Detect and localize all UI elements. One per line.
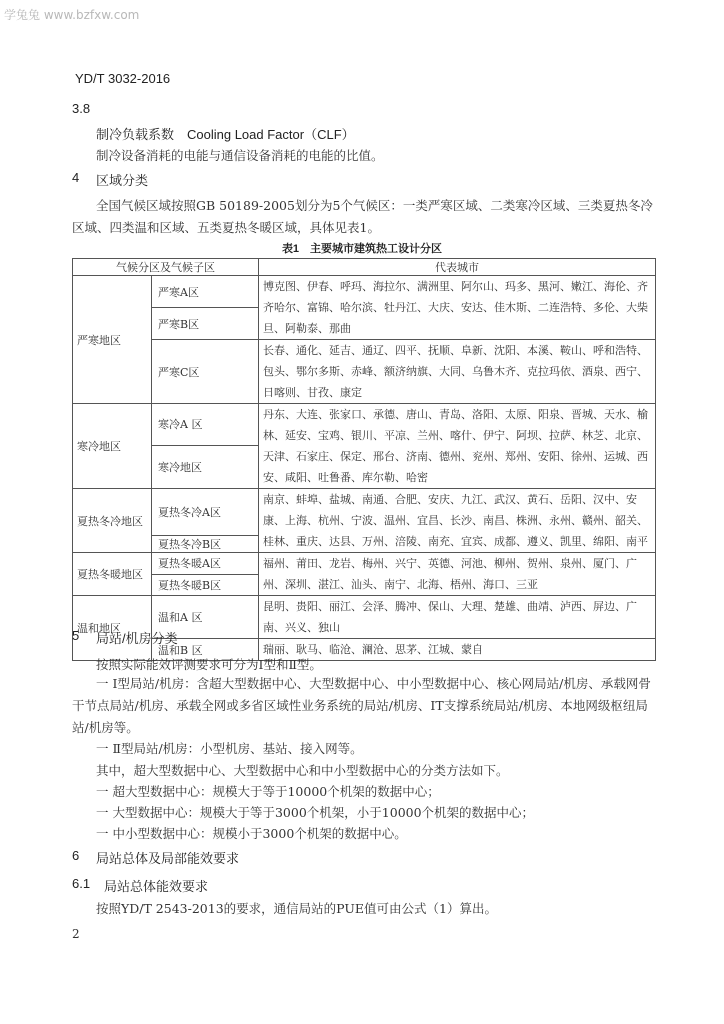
subzone-cell: 夏热冬暖A区 [152,553,259,575]
subzone-cell: 温和B 区 [152,639,259,661]
section-5-para-3: 一 Ⅱ型局站/机房：小型机房、基站、接入网等。 [96,741,363,756]
subzone-cell: 严寒A区 [152,276,259,308]
section-3-8-term: 制冷负载系数 Cooling Load Factor（CLF） [96,127,355,142]
table-header-zone: 气候分区及气候子区 [73,259,259,276]
zone-cell: 夏热冬暖地区 [73,553,152,596]
cities-cell: 福州、莆田、龙岩、梅州、兴宁、英德、河池、柳州、贺州、泉州、厦门、广州、深圳、湛江、汕头、南宁、北海、梧州、海口、三亚 [259,553,656,596]
section-6-1-para: 按照YD/T 2543-2013的要求，通信局站的PUE值可由公式（1）算出。 [96,901,497,916]
cities-cell: 长春、通化、延吉、通辽、四平、抚顺、阜新、沈阳、本溪、鞍山、呼和浩特、包头、鄂尔多斯、赤峰、额济纳旗、大同、乌鲁木齐、克拉玛依、酒泉、西宁、日喀则、甘孜、康定 [259,340,656,404]
cities-cell: 丹东、大连、张家口、承德、唐山、青岛、洛阳、太原、阳泉、晋城、天水、榆林、延安、宝鸡、银川、平凉、兰州、喀什、伊宁、阿坝、拉萨、林芝、北京、天津、石家庄、保定、邢台、济南、德州、兖州、郑州、安阳、徐州、运城、西安、咸阳、吐鲁番、库尔勒、哈密 [259,404,656,489]
cities-cell: 瑞丽、耿马、临沧、澜沧、思茅、江城、蒙自 [259,639,656,661]
section-5-para-2: 一 Ⅰ型局站/机房：含超大型数据中心、大型数据中心、中小型数据中心、核心网局站/机房、承载网骨干节点局站/机房、承载全网或多省区域性业务系统的局站/机房、IT支撑系统局站/机房、本地网级枢纽局站/机房等。 [72,676,651,735]
subzone-cell: 严寒B区 [152,308,259,340]
zone-cell: 夏热冬冷地区 [73,489,152,553]
watermark: 学兔兔 www.bzfxw.com [4,8,140,22]
section-5-para-1: 按照实际能效评测要求可分为Ⅰ型和Ⅱ型。 [96,657,322,672]
subzone-cell: 夏热冬冷B区 [152,536,259,553]
section-6-title: 局站总体及局部能效要求 [96,851,240,866]
table-caption: 表1 主要城市建筑热工设计分区 [281,243,443,255]
table-header-row [73,259,656,276]
section-6-number: 6 [72,848,80,863]
table-row [73,489,656,536]
section-3-8-number: 3.8 [72,101,91,116]
zone-cell: 寒冷地区 [73,404,152,489]
table-row [73,553,656,575]
section-4-title: 区域分类 [96,173,149,188]
document-code: YD/T 3032-2016 [75,71,171,86]
cities-cell: 昆明、贵阳、丽江、会泽、腾冲、保山、大理、楚雄、曲靖、泸西、屏边、广南、兴义、独山 [259,596,656,639]
section-5-number: 5 [72,628,80,643]
cities-cell: 博克图、伊春、呼玛、海拉尔、满洲里、阿尔山、玛多、黑河、嫩江、海伦、齐齐哈尔、富锦、哈尔滨、牡丹江、大庆、安达、佳木斯、二连浩特、多伦、大柴旦、阿勒泰、那曲 [259,276,656,340]
section-3-8-definition: 制冷设备消耗的电能与通信设备消耗的电能的比值。 [96,148,384,163]
subzone-cell: 夏热冬暖B区 [152,574,259,596]
climate-zone-table [72,258,656,661]
table-row [73,404,656,446]
section-5-para-5: 一 超大型数据中心：规模大于等于10000个机架的数据中心； [96,784,440,799]
section-5-para-4: 其中，超大型数据中心、大型数据中心和中小型数据中心的分类方法如下。 [96,763,509,778]
section-6-1-title: 局站总体能效要求 [104,879,209,894]
subzone-cell: 严寒C区 [152,340,259,404]
zone-cell: 严寒地区 [73,276,152,404]
section-5-para-7: 一 中小型数据中心：规模小于3000个机架的数据中心。 [96,826,407,841]
page-number: 2 [72,927,80,941]
subzone-cell: 寒冷地区 [152,445,259,488]
section-5-title: 局站/机房分类 [96,631,178,646]
table-header-cities: 代表城市 [259,259,656,276]
table-row [73,340,656,404]
subzone-cell: 温和A 区 [152,596,259,639]
subzone-cell: 夏热冬冷A区 [152,489,259,536]
section-4-number: 4 [72,170,80,185]
subzone-cell: 寒冷A 区 [152,404,259,446]
section-4-paragraph: 全国气候区域按照GB 50189-2005划分为5个气候区：一类严寒区域、二类寒冷区域、三类夏热冬冷区域、四类温和区域、五类夏热冬暖区域，具体见表1。 [72,198,653,235]
section-5-para-6: 一 大型数据中心：规模大于等于3000个机架，小于10000个机架的数据中心； [96,805,535,820]
cities-cell: 南京、蚌埠、盐城、南通、合肥、安庆、九江、武汉、黄石、岳阳、汉中、安康、上海、杭州、宁波、温州、宜昌、长沙、南昌、株洲、永州、赣州、韶关、桂林、重庆、达县、万州、涪陵、南充、宜宾、成都、遵义、凯里、绵阳、南平 [259,489,656,553]
zone-cell: 温和地区 [73,596,152,661]
section-6-1-number: 6.1 [72,876,91,891]
table-row [73,276,656,308]
